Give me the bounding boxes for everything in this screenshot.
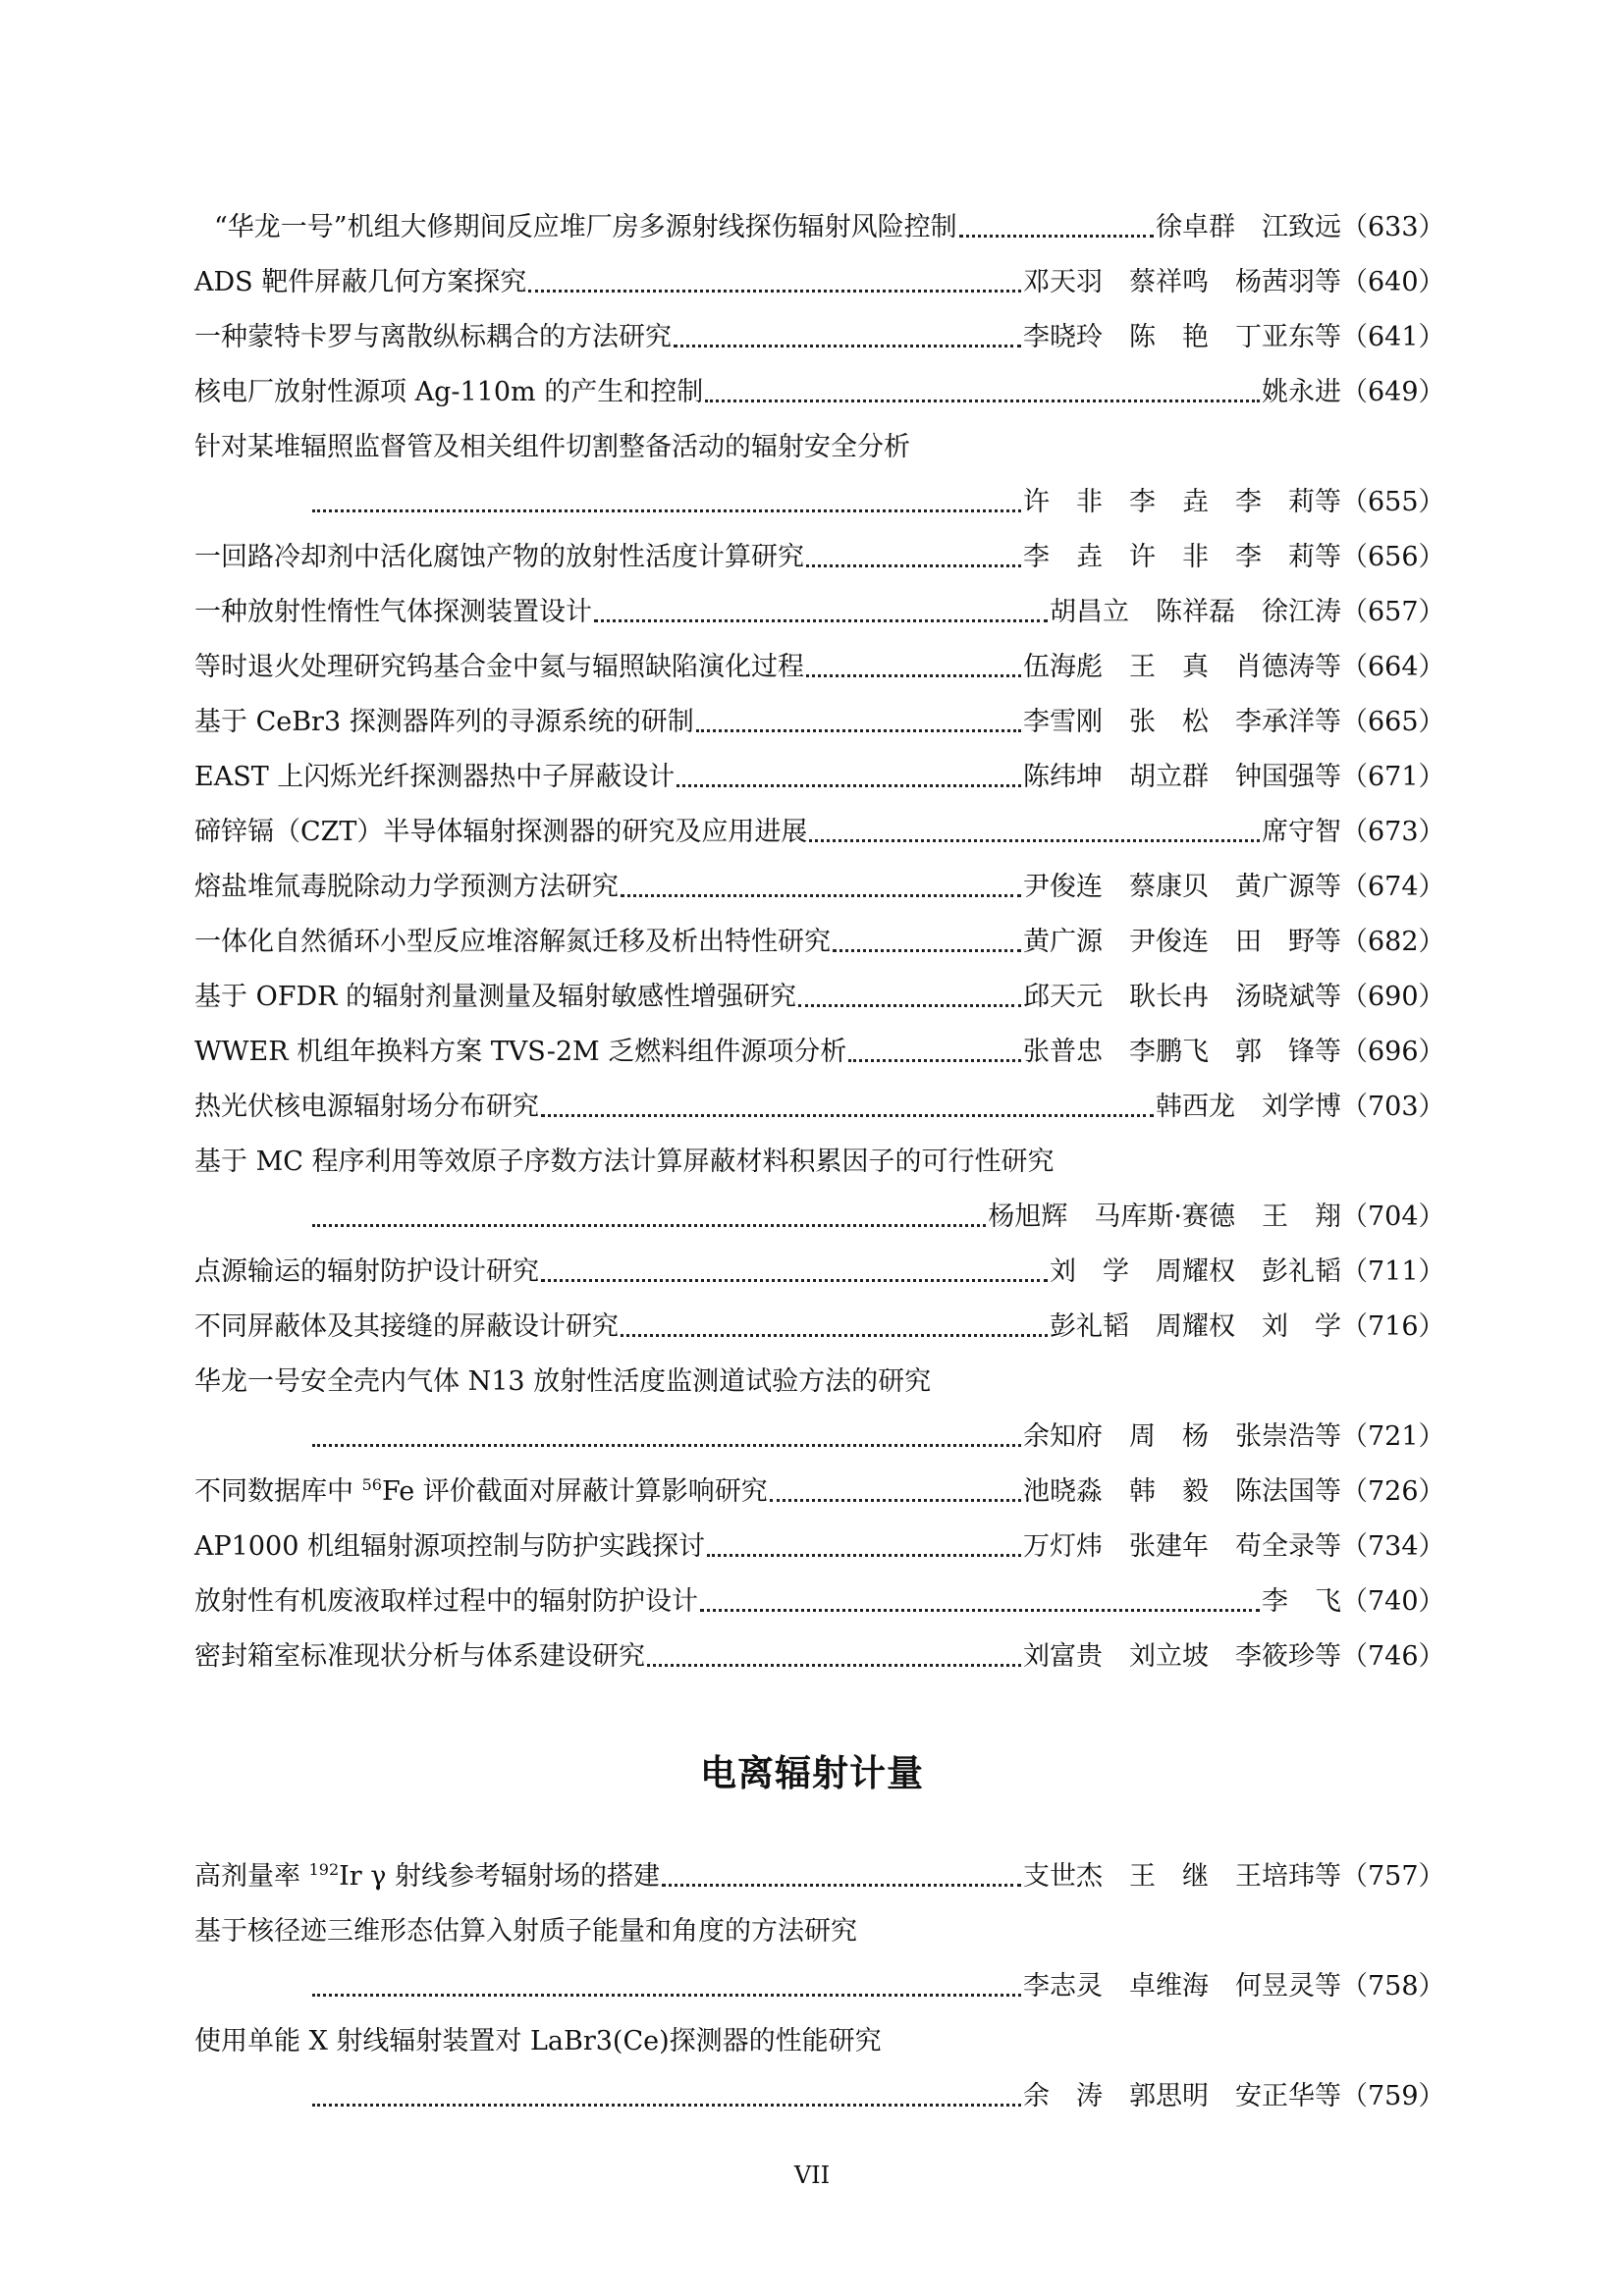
entry-title: WWER 机组年换料方案 TVS-2M 乏燃料组件源项分析 (194, 1037, 847, 1067)
leader-dots (541, 1114, 1154, 1117)
entry-title: 核电厂放射性源项 Ag-110m 的产生和控制 (194, 377, 704, 407)
leader-dots (809, 839, 1260, 842)
entry-page: （716） (1341, 1311, 1445, 1342)
toc-entry[interactable] (194, 647, 1445, 688)
entry-authors: 李晓玲 陈 艳 丁亚东等 (1023, 322, 1341, 352)
entry-title: “华龙一号”机组大修期间反应堆厂房多源射线探伤辐射风险控制 (214, 212, 957, 242)
entry-title: ADS 靶件屏蔽几何方案探究 (194, 267, 527, 297)
title-superscript: 56 (361, 1475, 382, 1494)
entry-title: EAST 上闪烁光纤探测器热中子屏蔽设计 (194, 762, 676, 792)
leader-dots (528, 290, 1021, 293)
entry-authors: 姚永进 (1262, 377, 1341, 407)
entry-title: 一体化自然循环小型反应堆溶解氮迁移及析出特性研究 (194, 927, 831, 957)
entry-authors: 胡昌立 陈祥磊 徐江涛 (1050, 597, 1341, 627)
toc-entry[interactable] (194, 1087, 1445, 1128)
entry-page: （649） (1341, 377, 1445, 407)
entry-page: （682） (1341, 927, 1445, 957)
entry-title: 基于 OFDR 的辐射剂量测量及辐射敏感性增强研究 (194, 982, 797, 1012)
leader-dots (770, 1499, 1021, 1502)
leader-dots (696, 729, 1021, 732)
entry-authors: 席守智 (1262, 817, 1341, 847)
entry-page: （690） (1341, 982, 1445, 1012)
toc-entry[interactable] (194, 317, 1445, 358)
toc-entry[interactable] (194, 1526, 1445, 1568)
entry-title: 华龙一号安全壳内气体 N13 放射性活度监测道试验方法的研究 (194, 1366, 932, 1397)
entry-title: 不同屏蔽体及其接缝的屏蔽设计研究 (194, 1311, 619, 1342)
entry-authors: 李雪刚 张 松 李承洋等 (1023, 707, 1341, 737)
toc-entry-title-line[interactable] (194, 2021, 1434, 2062)
entry-page: （726） (1341, 1476, 1445, 1507)
entry-page: （711） (1341, 1256, 1445, 1287)
leader-dots (833, 949, 1021, 952)
entry-authors: 李志灵 卓维海 何昱灵等 (1023, 1971, 1341, 2002)
toc-entry[interactable] (194, 757, 1445, 798)
toc-entry-continuation[interactable] (194, 1197, 1445, 1238)
leader-dots (806, 674, 1021, 677)
toc-entry-continuation[interactable] (194, 482, 1445, 523)
entry-page: （696） (1341, 1037, 1445, 1067)
entry-page: （657） (1341, 597, 1445, 627)
entry-page: （641） (1341, 322, 1445, 352)
entry-page: （704） (1341, 1201, 1445, 1232)
entry-title: 碲锌镉（CZT）半导体辐射探测器的研究及应用进展 (194, 817, 808, 847)
entry-page: （671） (1341, 762, 1445, 792)
leader-dots (959, 235, 1154, 238)
entry-authors: 李 飞 (1262, 1586, 1341, 1617)
title-text-post: Fe 评价截面对屏蔽计算影响研究 (381, 1476, 768, 1507)
toc-entry[interactable] (194, 537, 1445, 578)
entry-authors: 伍海彪 王 真 肖德涛等 (1023, 652, 1341, 682)
entry-title: 基于 MC 程序利用等效原子序数方法计算屏蔽材料积累因子的可行性研究 (194, 1147, 1055, 1177)
entry-authors: 支世杰 王 继 王培玮等 (1023, 1861, 1341, 1892)
toc-entry[interactable] (194, 922, 1445, 963)
entry-authors: 刘富贵 刘立坡 李筱珍等 (1023, 1641, 1341, 1672)
leader-dots (700, 1609, 1260, 1612)
entry-page: （740） (1341, 1586, 1445, 1617)
entry-page: （734） (1341, 1531, 1445, 1562)
entry-title: 密封箱室标准现状分析与体系建设研究 (194, 1641, 645, 1672)
toc-entry[interactable] (194, 1307, 1445, 1348)
toc-entry[interactable] (194, 702, 1445, 743)
toc-entry[interactable] (194, 1636, 1445, 1678)
entry-title: 放射性有机废液取样过程中的辐射防护设计 (194, 1586, 698, 1617)
entry-page: （665） (1341, 707, 1445, 737)
leader-dots (677, 784, 1021, 787)
leader-dots (312, 509, 1021, 512)
leader-dots (798, 1004, 1021, 1007)
entry-page: （757） (1341, 1861, 1445, 1892)
entry-page: （758） (1341, 1971, 1445, 2002)
toc-entry[interactable] (194, 977, 1445, 1018)
entry-title (194, 1471, 768, 1513)
toc-entry-title-line[interactable] (194, 1362, 1434, 1403)
toc-entry[interactable] (194, 592, 1445, 633)
entry-authors: 余知府 周 杨 张崇浩等 (1023, 1421, 1341, 1452)
entry-title: 基于 CeBr3 探测器阵列的寻源系统的研制 (194, 707, 694, 737)
toc-entry[interactable] (194, 207, 1445, 248)
entry-title: 熔盐堆氚毒脱除动力学预测方法研究 (194, 872, 619, 902)
entry-title (194, 1856, 660, 1897)
entry-authors: 杨旭辉 马库斯·赛德 王 翔 (988, 1201, 1341, 1232)
leader-dots (312, 2104, 1021, 2107)
entry-page: （759） (1341, 2081, 1445, 2111)
toc-entry[interactable] (194, 867, 1445, 908)
entry-page: （664） (1341, 652, 1445, 682)
entry-authors: 陈纬坤 胡立群 钟国强等 (1023, 762, 1341, 792)
leader-dots (541, 1279, 1048, 1282)
entry-page: （640） (1341, 267, 1445, 297)
leader-dots (621, 894, 1021, 897)
leader-dots (674, 345, 1021, 347)
toc-entry[interactable] (194, 1471, 1445, 1513)
entry-authors: 彭礼韬 周耀权 刘 学 (1050, 1311, 1341, 1342)
entry-authors: 张普忠 李鹏飞 郭 锋等 (1023, 1037, 1341, 1067)
entry-authors: 徐卓群 江致远 (1156, 212, 1341, 242)
title-text-pre: 不同数据库中 (194, 1476, 362, 1507)
page-number: VII (793, 2162, 831, 2189)
toc-entry[interactable] (194, 1856, 1445, 1897)
title-text-post: Ir γ 射线参考辐射场的搭建 (339, 1861, 661, 1892)
leader-dots (707, 1554, 1021, 1557)
toc-entry[interactable] (194, 1252, 1445, 1293)
entry-title: 使用单能 X 射线辐射装置对 LaBr3(Ce)探测器的性能研究 (194, 2026, 882, 2056)
toc-entry-continuation[interactable] (194, 1416, 1445, 1458)
leader-dots (662, 1884, 1021, 1887)
toc-entry[interactable] (194, 372, 1445, 413)
section-heading: 电离辐射计量 (700, 1752, 924, 1794)
entry-authors: 余 涛 郭思明 安正华等 (1023, 2081, 1341, 2111)
leader-dots (705, 400, 1260, 402)
leader-dots (647, 1664, 1021, 1667)
entry-title: 一种蒙特卡罗与离散纵标耦合的方法研究 (194, 322, 672, 352)
entry-authors: 韩西龙 刘学博 (1156, 1092, 1341, 1122)
entry-page: （633） (1341, 212, 1445, 242)
entry-page: （674） (1341, 872, 1445, 902)
entry-title: 热光伏核电源辐射场分布研究 (194, 1092, 539, 1122)
leader-dots (312, 1994, 1021, 1997)
leader-dots (806, 564, 1021, 567)
entry-page: （703） (1341, 1092, 1445, 1122)
entry-authors: 刘 学 周耀权 彭礼韬 (1050, 1256, 1341, 1287)
title-text-pre: 高剂量率 (194, 1861, 309, 1892)
entry-page: （746） (1341, 1641, 1445, 1672)
entry-title: AP1000 机组辐射源项控制与防护实践探讨 (194, 1531, 705, 1562)
entry-authors: 尹俊连 蔡康贝 黄广源等 (1023, 872, 1341, 902)
leader-dots (312, 1224, 986, 1227)
entry-title: 点源输运的辐射防护设计研究 (194, 1256, 539, 1287)
entry-title: 针对某堆辐照监督管及相关组件切割整备活动的辐射安全分析 (194, 432, 910, 462)
entry-authors: 许 非 李 垚 李 莉等 (1023, 487, 1341, 517)
toc-entry[interactable] (194, 1032, 1445, 1073)
leader-dots (621, 1334, 1048, 1337)
entry-title: 基于核径迹三维形态估算入射质子能量和角度的方法研究 (194, 1916, 857, 1947)
toc-entry-title-line[interactable] (194, 427, 1434, 468)
entry-title: 一种放射性惰性气体探测装置设计 (194, 597, 592, 627)
toc-entry[interactable] (194, 812, 1445, 853)
entry-title: 一回路冷却剂中活化腐蚀产物的放射性活度计算研究 (194, 542, 804, 572)
leader-dots (312, 1444, 1021, 1447)
entry-authors: 李 垚 许 非 李 莉等 (1023, 542, 1341, 572)
leader-dots (848, 1059, 1021, 1062)
toc-entry-title-line[interactable] (194, 1142, 1434, 1183)
entry-authors: 邱天元 耿长冉 汤晓斌等 (1023, 982, 1341, 1012)
entry-authors: 黄广源 尹俊连 田 野等 (1023, 927, 1341, 957)
entry-page: （655） (1341, 487, 1445, 517)
title-superscript: 192 (308, 1860, 340, 1879)
toc-entry[interactable] (194, 262, 1445, 303)
entry-authors: 万灯炜 张建年 苟全录等 (1023, 1531, 1341, 1562)
toc-entry-continuation[interactable] (194, 1966, 1445, 2007)
entry-authors: 池晓淼 韩 毅 陈法国等 (1023, 1476, 1341, 1507)
entry-page: （656） (1341, 542, 1445, 572)
toc-entry-title-line[interactable] (194, 1911, 1434, 1952)
toc-entry-continuation[interactable] (194, 2076, 1445, 2117)
entry-title: 等时退火处理研究钨基合金中氦与辐照缺陷演化过程 (194, 652, 804, 682)
entry-page: （721） (1341, 1421, 1445, 1452)
entry-authors: 邓天羽 蔡祥鸣 杨茜羽等 (1023, 267, 1341, 297)
leader-dots (594, 619, 1048, 622)
entry-page: （673） (1341, 817, 1445, 847)
toc-entry[interactable] (194, 1581, 1445, 1623)
